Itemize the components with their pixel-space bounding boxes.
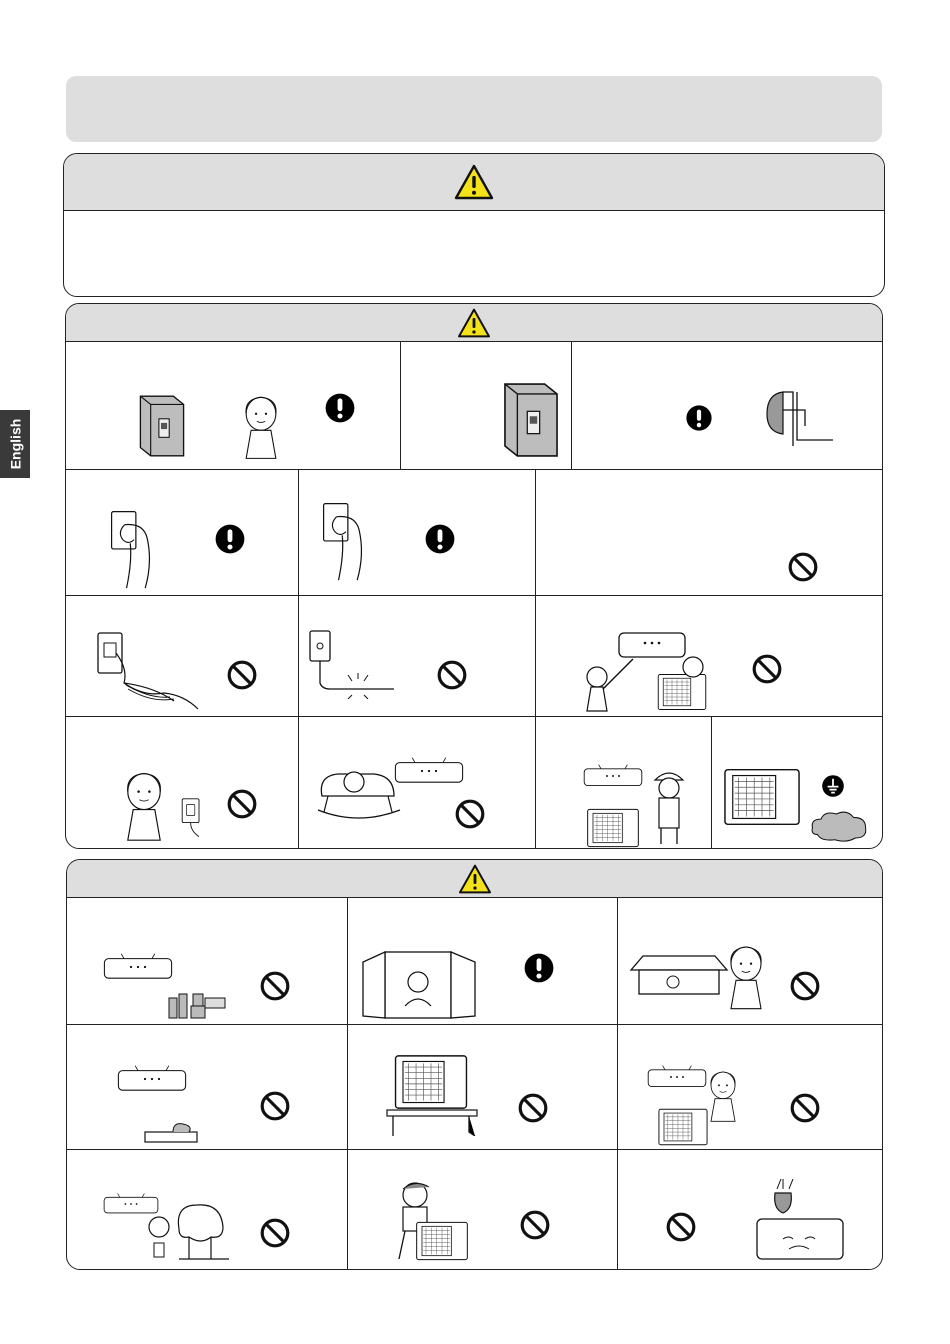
warning-triangle-icon [458,864,492,894]
prohibited-icon [226,659,258,691]
outdoor-unit-illustration [657,1108,709,1146]
language-tab-label: English [7,418,23,470]
plants-illustration [145,1199,229,1261]
caution-cell-damaged-stand [347,1024,617,1149]
caution-cell-plug-1 [66,469,298,595]
prohibited-icon [259,1217,291,1249]
prohibited-icon [259,1090,291,1122]
caution-cell-combustion-appliance [67,1024,347,1149]
caution-cell-plants-animals [67,1149,347,1270]
children-poking-unit-illustration [581,631,731,715]
caution-cell-breaker [400,342,571,469]
air-conditioner-illustration [103,952,173,982]
warning-triangle-icon [457,308,491,338]
child-on-outdoor-unit-illustration [385,1179,471,1265]
air-conditioner-illustration [583,762,643,790]
girl-illustration [236,394,286,460]
caution-cell-wall-pipe [571,342,883,469]
caution-panel-2-header [67,860,882,898]
unit-on-stand-illustration [629,948,729,1008]
caution-panel-1-header [66,304,882,342]
smoke-cloud-illustration [809,808,869,844]
prohibited-icon [517,1092,549,1124]
child-illustration [649,766,689,846]
wall-pipe-illustration [753,366,833,456]
socket-illustration [178,796,206,838]
exclamation-circle-icon [324,392,356,424]
exclamation-circle-icon [523,952,555,984]
prohibited-icon [665,1211,697,1243]
air-conditioner-illustration [117,1064,187,1094]
caution-cell-damaged-cord [298,595,535,716]
caution-cell-hands-in-outlet [535,716,711,849]
caution-cell-wet-hands [66,716,298,849]
prohibited-icon [436,659,468,691]
hand-plug-illustration [318,497,374,583]
broken-stand-illustration [385,1052,481,1136]
prohibited-icon [226,788,258,820]
caution-cell-water-container [617,1149,883,1270]
caution-cell-stand-on-unit [347,1149,617,1270]
prohibited-icon [454,798,486,830]
caution-cell-baby-airflow [298,716,535,849]
baby-cradle-illustration [314,756,404,826]
caution-cell-stick-into-unit [535,595,883,716]
circuit-breaker-illustration [500,376,562,464]
caution-cell-breaker-install [66,342,400,469]
warning-panel [63,153,885,297]
exclamation-circle-icon [214,523,246,555]
ground-icon [821,774,845,798]
bottles-and-cans-illustration [165,988,229,1020]
caution-cell-plug-2 [298,469,535,595]
prohibited-icon [789,970,821,1002]
exclamation-circle-icon [424,523,456,555]
open-window-illustration [359,948,479,1020]
prohibited-icon [519,1209,551,1241]
outdoor-unit-illustration [585,808,641,848]
page-title-bar [66,76,882,142]
air-conditioner-illustration [647,1064,707,1090]
warning-triangle-icon [454,164,494,200]
outdoor-unit-illustration [723,766,801,828]
prohibited-icon [259,970,291,1002]
vase-on-unit-illustration [753,1179,847,1263]
prohibited-icon [787,551,819,583]
caution-cell-spray-water [617,1024,883,1149]
caution-cell-grounding [711,716,883,849]
prohibited-icon [751,653,783,685]
prohibited-icon [789,1092,821,1124]
girl-illustration [116,770,172,842]
hand-plug-illustration [106,505,162,591]
language-tab[interactable] [0,410,30,478]
caution-cell-prohibited-1 [535,469,883,595]
caution-cell-bundled-cord [66,595,298,716]
air-conditioner-illustration [394,756,464,786]
caution-cell-food-storage [67,898,347,1024]
caution-panel-1 [65,303,883,849]
bundled-cord-illustration [94,627,204,711]
caution-panel-2 [66,859,883,1270]
caution-cell-ventilate-window [347,898,617,1024]
caution-cell-climb-unit [617,898,883,1024]
warning-panel-header [64,154,884,211]
exclamation-circle-icon [685,404,713,432]
gas-stove-illustration [143,1120,199,1144]
girl-illustration [721,940,771,1014]
girl-illustration [703,1068,743,1124]
circuit-breaker-illustration [136,390,188,462]
damaged-cord-illustration [308,629,398,699]
